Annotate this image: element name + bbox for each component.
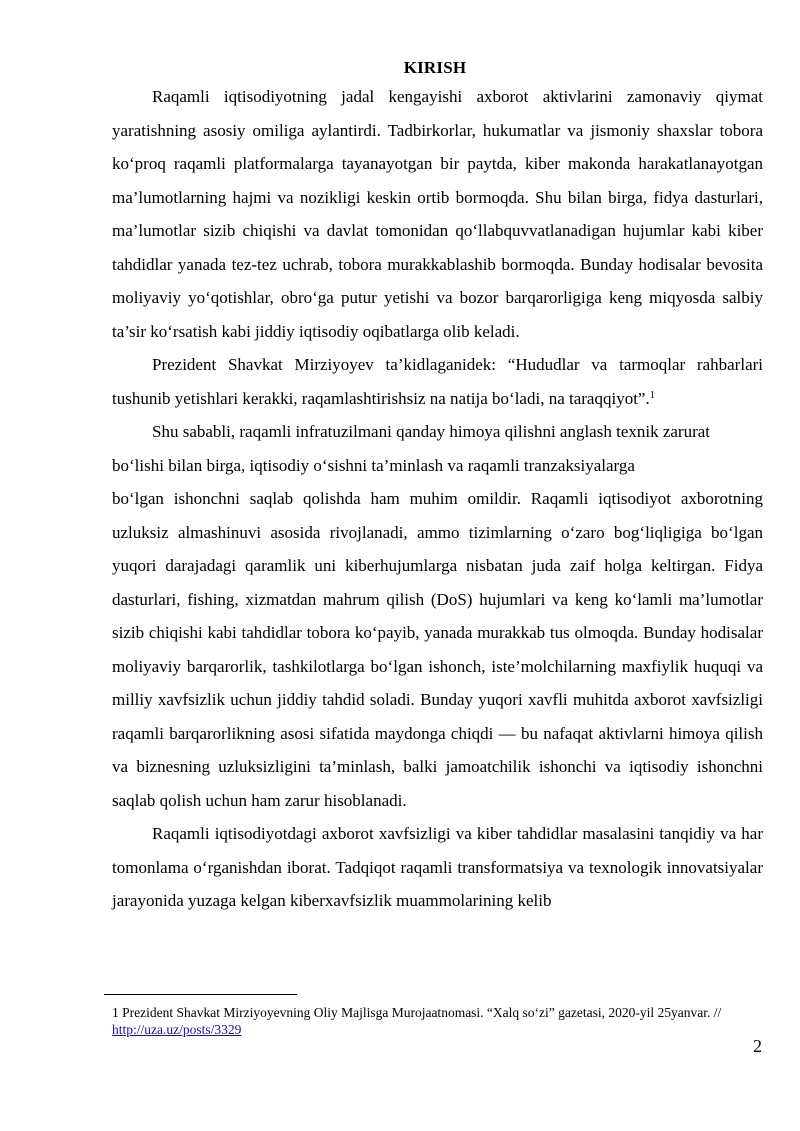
footnote-reference[interactable]: 1 <box>649 389 655 401</box>
footnote-text: 1 Prezident Shavkat Mirziyoyevning Oliy Majlisga Murojaatnomasi. “Xalq so‘zi” gazetasi, 2020-yil 25yanvar. // <box>112 1005 722 1020</box>
paragraph-quote <box>112 348 763 415</box>
paragraph-research: Raqamli iqtisodiyotdagi axborot xavfsizligi va kiber tahdidlar masalasini tanqidiy va har tomonlama o‘rganishdan iborat. Tadqiqot raqamli transformatsiya va texnologik innovatsiyalar jarayonida yuzaga kelgan kiberxavfsizlik muammolarining kelib <box>112 824 763 910</box>
quote-text: Prezident Shavkat Mirziyoyev ta’kidlaganidek: “Hududlar va tarmoqlar rahbarlari tushunib yetishlari kerakki, raqamlashtirishsiz na natija bo‘ladi, na taraqqiyot”. <box>112 355 763 408</box>
page-number: 2 <box>753 1036 762 1056</box>
section-title: KIRISH <box>403 58 467 77</box>
paragraph-intro: Raqamli iqtisodiyotning jadal kengayishi axborot aktivlarini zamonaviy qiymat yaratishning asosiy omiliga aylantirdi. Tadbirkorlar, hukumatlar va jismoniy shaxslar tobora ko‘proq raqamli platformalarga tayanayotgan bir paytda, kiber makonda harakatlanayotgan ma’lumotlarning hajmi va nozikligi keskin ortib bormoqda. Shu bilan birga, fidya dasturlari, ma’lumotlar sizib chiqishi va davlat tomonidan qo‘llabquvvatlanadigan hujumlar kabi kiber tahdidlar yanada tez-tez uchrab, tobora murakkablashib bormoqda. Bunday hodisalar bevosita moliyaviy yo‘qotishlar, obro‘ga putur yetishi va bozor barqarorligiga keng miqyosda salbiy ta’sir ko‘rsatish kabi jiddiy iqtisodiy oqibatlarga olib keladi. <box>112 87 763 341</box>
paragraph-continuation: bo‘lgan ishonchni saqlab qolishda ham muhim omildir. Raqamli iqtisodiyot axborotning uzluksiz almashinuvi asosida rivojlanadi, ammo tizimlarning o‘zaro bog‘liqligiga bo‘lgan yuqori darajadagi qaramlik uni kiberhujumlarga nisbatan juda zaif holga keltirgan. Fidya dasturlari, fishing, xizmatdan mahrum qilish (DoS) hujumlari va keng ko‘lamli ma’lumotlar sizib chiqishi kabi tahdidlar tobora ko‘payib, yanada murakkab tus olmoqda. Bunday hodisalar moliyaviy barqarorlik, tashkilotlarga bo‘lgan ishonch, iste’molchilarning maxfiylik huquqi va milliy xavfsizlik uchun jiddiy tahdid soladi. Bunday yuqori xavfli muhitda axborot xavfsizligi raqamli barqarorlikning asosi sifatida maydonga chiqdi — bu nafaqat aktivlarni himoya qilish va biznesning uzluksizligini ta’minlash, balki jamoatchilik ishonchi va iqtisodiy ishonchni saqlab qolish uchun ham zarur hisoblanadi. <box>112 489 763 810</box>
paragraph-reason: Shu sababli, raqamli infratuzilmani qanday himoya qilishni anglash texnik zarurat bo‘lishi bilan birga, iqtisodiy o‘sishni ta’minlash va raqamli tranzaksiyalarga <box>112 422 711 475</box>
footnote <box>112 1004 767 1038</box>
footnote-divider <box>104 994 297 995</box>
body-text <box>112 80 763 918</box>
footnote-link[interactable]: http://uza.uz/posts/3329 <box>112 1022 242 1037</box>
